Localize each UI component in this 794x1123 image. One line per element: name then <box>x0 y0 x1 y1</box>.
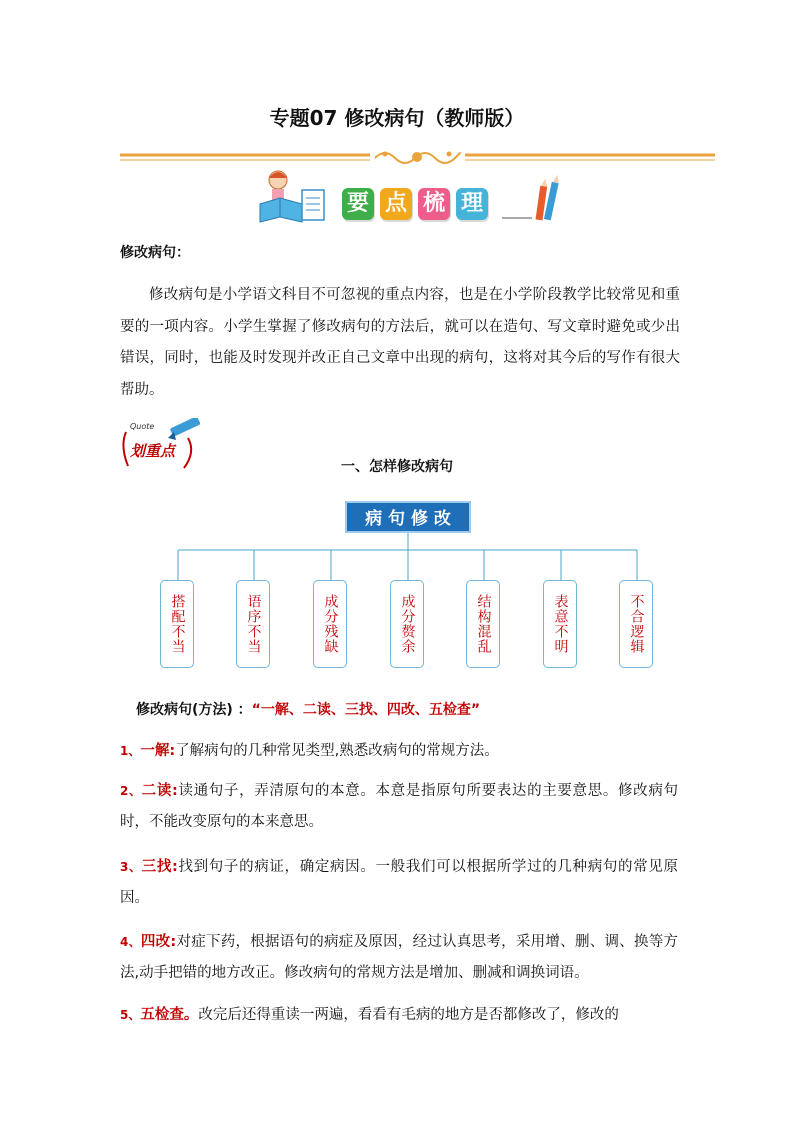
method-highlight: “一解、二读、三找、四改、五检查” <box>251 702 481 718</box>
intro-paragraph: 修改病句是小学语文科目不可忽视的重点内容，也是在小学阶段教学比较常见和重要的一项内容。小学生掌握了修改病句的方法后，就可以在造句、写文章时避免或少出错误，同时，也能及时发现并改正自己文章中出现的病句，这将对其今后的写作有很大帮助。 <box>120 287 680 398</box>
item-keyword: 五检查。 <box>140 1007 199 1023</box>
diagram-node: 搭配不当 <box>160 580 194 668</box>
banner-char-4: 理 <box>456 188 488 220</box>
method-item-4 <box>120 927 678 989</box>
method-item-1 <box>120 736 678 767</box>
diagram-node: 表意不明 <box>543 580 577 668</box>
banner-char-3: 梳 <box>418 188 450 220</box>
page-title: 专题07 修改病句（教师版） <box>269 106 525 130</box>
ornamental-divider <box>120 146 715 170</box>
diagram-node: 成分残缺 <box>313 580 347 668</box>
item-number: 1、 <box>120 744 141 758</box>
section-label: 修改病句： <box>120 245 190 261</box>
item-text: 找到句子的病证，确定病因。一般我们可以根据所学过的几种病句的常见原因。 <box>120 859 678 906</box>
item-text: 改完后还得重读一两遍，看看有毛病的地方是否都修改了，修改的 <box>198 1007 619 1023</box>
method-item-2 <box>120 776 678 838</box>
reading-girl-icon <box>258 168 328 226</box>
item-number: 3、 <box>120 860 142 874</box>
item-number: 5、 <box>120 1008 141 1022</box>
method-item-5 <box>120 1000 678 1031</box>
diagram-node: 语序不当 <box>236 580 270 668</box>
item-text: 对症下药，根据语句的病症及原因，经过认真思考，采用增、删、调、换等方法,动手把错的地方改正。修改病句的常规方法是增加、删减和调换词语。 <box>120 934 678 981</box>
diagram-node: 结构混乱 <box>466 580 500 668</box>
stamp-text: 划重点 <box>130 442 176 460</box>
method-prefix: 修改病句(方法) ： <box>136 702 252 718</box>
correction-types-diagram <box>150 498 670 678</box>
item-keyword: 二读: <box>141 783 178 799</box>
item-text: 读通句子，弄清原句的本意。本意是指原句所要表达的主要意思。修改病句时，不能改变原句的本来意思。 <box>120 783 678 830</box>
banner-char-2: 点 <box>380 188 412 220</box>
item-number: 4、 <box>120 935 141 949</box>
pencils-icon <box>498 172 562 224</box>
method-item-3 <box>120 852 678 914</box>
method-line <box>136 699 480 719</box>
item-number: 2、 <box>120 784 142 798</box>
diagram-node: 不合逻辑 <box>619 580 653 668</box>
diagram-root: 病 句 修 改 <box>345 501 471 533</box>
item-keyword: 四改: <box>140 934 177 950</box>
stamp-quote: Quote <box>130 422 155 431</box>
banner-char-1: 要 <box>342 188 374 220</box>
item-keyword: 一解: <box>140 743 176 759</box>
key-points-banner <box>258 168 563 226</box>
item-keyword: 三找: <box>141 859 178 875</box>
item-text: 了解病句的几种常见类型,熟悉改病句的常规方法。 <box>175 743 499 759</box>
diagram-node: 成分赘余 <box>390 580 424 668</box>
method-heading: 一、怎样修改病句 <box>341 459 453 475</box>
